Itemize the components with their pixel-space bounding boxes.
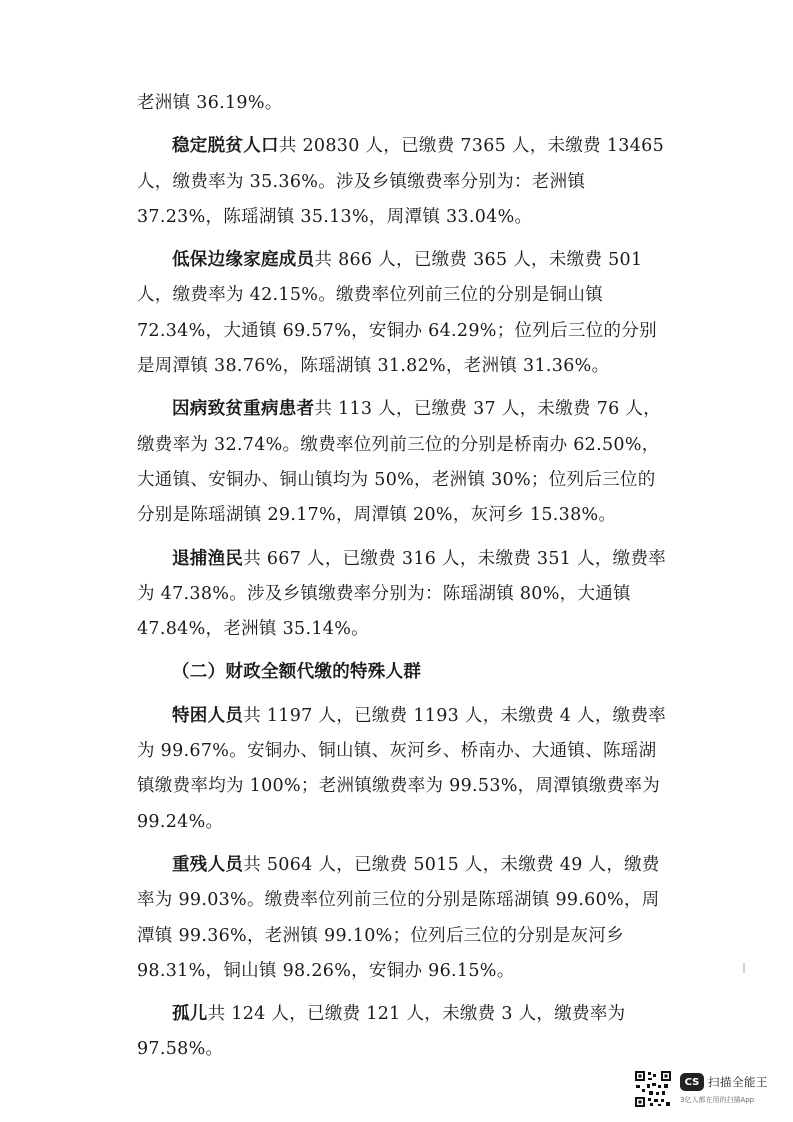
paragraph-text: 老洲镇 36.19%。 bbox=[137, 93, 283, 113]
paragraph-heading: 退捕渔民 bbox=[172, 548, 244, 569]
paragraph bbox=[137, 243, 671, 384]
paragraph-text: 共 866 人，已缴费 365 人，未缴费 501 人，缴费率为 42.15%。缴费率位列前三位的分别是铜山镇 72.34%，大通镇 69.57%，安铜办 64.29%；位列后三位的分别是周潭镇 38.76%，陈瑶湖镇 31.82%，老洲镇 31.36%。 bbox=[137, 250, 657, 377]
scan-mark bbox=[743, 963, 745, 973]
paragraph-text: 共 20830 人，已缴费 7365 人，未缴费 13465 人，缴费率为 35.36%。涉及乡镇缴费率分别为：老洲镇 37.23%，陈瑶湖镇 35.13%，周潭镇 33.04%。 bbox=[137, 136, 665, 227]
paragraph-group bbox=[137, 86, 671, 655]
paragraph bbox=[137, 542, 671, 648]
qr-code-icon bbox=[634, 1070, 672, 1108]
paragraph-heading: 因病致贫重病患者 bbox=[172, 399, 315, 420]
paragraph bbox=[137, 129, 671, 235]
paragraph-heading: 孤儿 bbox=[172, 1004, 208, 1025]
paragraph-text: 共 113 人，已缴费 37 人，未缴费 76 人，缴费率为 32.74%。缴费率位列前三位的分别是桥南办 62.50%，大通镇、安铜办、铜山镇均为 50%，老洲镇 30%；位列后三位的分别是陈瑶湖镇 29.17%，周潭镇 20%，灰河乡 15.38%。 bbox=[137, 399, 662, 526]
document-body bbox=[137, 86, 671, 1076]
paragraph-text: 共 1197 人，已缴费 1193 人，未缴费 4 人，缴费率为 99.67%。安铜办、铜山镇、灰河乡、桥南办、大通镇、陈瑶湖镇缴费率均为 100%；老洲镇缴费率为 99.53%，周潭镇缴费率为 99.24%。 bbox=[137, 705, 667, 832]
paragraph-group-special bbox=[137, 699, 671, 1076]
paragraph bbox=[137, 392, 671, 533]
paragraph-heading: 低保边缘家庭成员 bbox=[172, 250, 315, 271]
paragraph bbox=[137, 699, 671, 840]
section-title: （二）财政全额代缴的特殊人群 bbox=[172, 662, 422, 683]
paragraph bbox=[137, 86, 671, 121]
brand-name: 扫描全能王 bbox=[708, 1075, 768, 1089]
paragraph bbox=[137, 848, 671, 989]
paragraph-text: 共 5064 人，已缴费 5015 人，未缴费 49 人，缴费率为 99.03%。缴费率位列前三位的分别是陈瑶湖镇 99.60%，周潭镇 99.36%，老洲镇 99.10%；位列后三位的分别是灰河乡 98.31%，铜山镇 98.26%，安铜办 96.15%。 bbox=[137, 854, 660, 981]
scanner-watermark bbox=[634, 1067, 784, 1111]
paragraph-heading: 特困人员 bbox=[172, 705, 244, 726]
brand-tagline: 3亿人都在用的扫描App bbox=[680, 1096, 755, 1104]
paragraph-heading: 重残人员 bbox=[172, 854, 244, 875]
paragraph-text: 共 667 人，已缴费 316 人，未缴费 351 人，缴费率为 47.38%。涉及乡镇缴费率分别为：陈瑶湖镇 80%，大通镇 47.84%，老洲镇 35.14%。 bbox=[137, 548, 667, 640]
paragraph-heading: 稳定脱贫人口 bbox=[172, 136, 279, 157]
cs-logo-icon: CS bbox=[680, 1073, 704, 1091]
scanner-brand bbox=[680, 1071, 768, 1093]
paragraph-text: 共 124 人，已缴费 121 人，未缴费 3 人，缴费率为 97.58%。 bbox=[137, 1004, 626, 1060]
paragraph bbox=[137, 997, 671, 1068]
